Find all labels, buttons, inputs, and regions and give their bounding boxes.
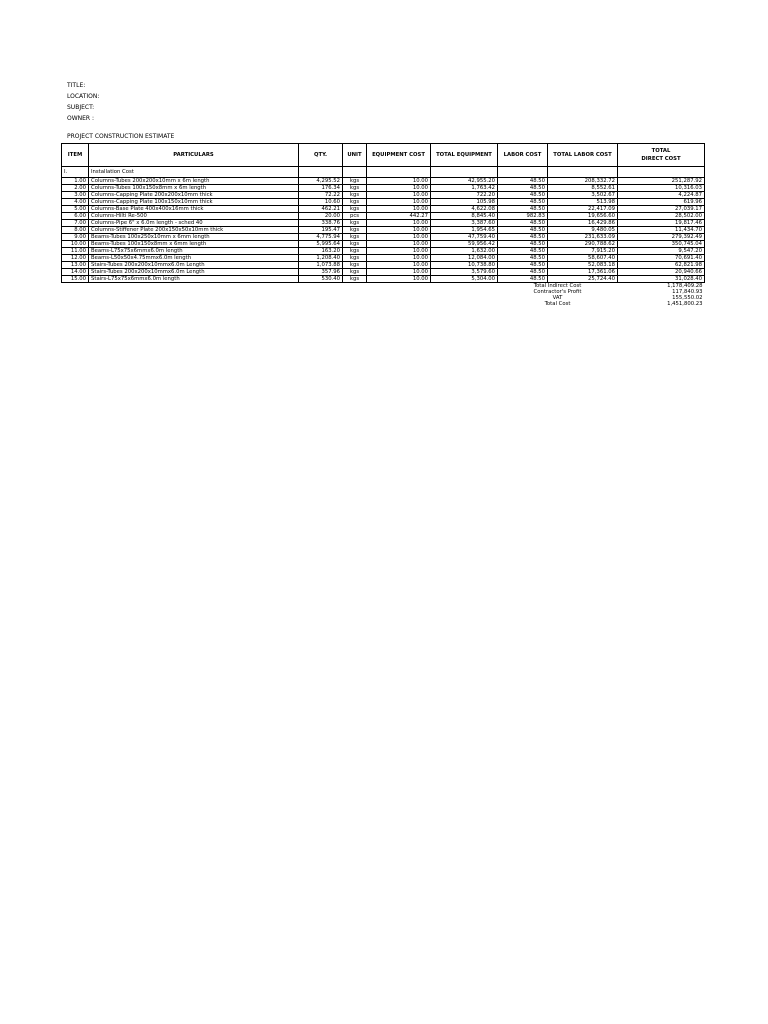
unit-cell: kgs <box>343 192 367 199</box>
equipment-cost-cell: 10.00 <box>367 206 431 213</box>
equipment-cost-cell: 10.00 <box>367 262 431 269</box>
item-number-cell: 11.00 <box>62 248 89 255</box>
table-row <box>62 206 705 213</box>
total-labor-cost-cell: 290,788.62 <box>548 241 618 248</box>
total-direct-cost-cell: 28,502.00 <box>618 213 705 220</box>
total-labor-cost-cell: 52,083.18 <box>548 262 618 269</box>
total-labor-cost-cell: 8,552.61 <box>548 185 618 192</box>
qty-cell: 176.34 <box>299 185 343 192</box>
table-row <box>62 178 705 185</box>
col-unit-header: UNIT <box>343 144 367 167</box>
equipment-cost-cell: 10.00 <box>367 227 431 234</box>
labor-cost-cell: 48.50 <box>498 206 548 213</box>
qty-cell: 5,995.64 <box>299 241 343 248</box>
total-equipment-cell: 8,845.40 <box>431 213 498 220</box>
summary-row <box>62 301 705 307</box>
equipment-cost-cell: 10.00 <box>367 276 431 283</box>
col-particulars-header: PARTICULARS <box>89 144 299 167</box>
unit-cell: kgs <box>343 241 367 248</box>
section-number: I. <box>62 167 89 178</box>
summary-label: Total Cost <box>544 301 571 307</box>
document-header <box>67 80 99 124</box>
total-direct-cost-cell: 4,224.87 <box>618 192 705 199</box>
table-row <box>62 192 705 199</box>
total-equipment-cell: 1,954.65 <box>431 227 498 234</box>
total-direct-cost-cell: 19,817.46 <box>618 220 705 227</box>
col-labor-cost-header: LABOR COST <box>498 144 548 167</box>
equipment-cost-cell: 10.00 <box>367 248 431 255</box>
total-labor-cost-cell: 231,633.09 <box>548 234 618 241</box>
particulars-cell: Stairs-L75x75x6mmx6.0m length <box>89 276 299 283</box>
total-direct-cost-header-line1: TOTAL <box>651 148 671 154</box>
qty-cell: 4,775.94 <box>299 234 343 241</box>
unit-cell: kgs <box>343 185 367 192</box>
total-labor-cost-cell: 25,724.40 <box>548 276 618 283</box>
qty-cell: 530.40 <box>299 276 343 283</box>
total-direct-cost-cell: 9,547.20 <box>618 248 705 255</box>
labor-cost-cell: 48.50 <box>498 262 548 269</box>
particulars-cell: Beams-Tubes 100x150x8mm x 6mm length <box>89 241 299 248</box>
owner-label: OWNER : <box>67 115 95 122</box>
total-equipment-cell: 105.98 <box>431 199 498 206</box>
table-row <box>62 262 705 269</box>
labor-cost-cell: 48.50 <box>498 192 548 199</box>
empty-cell <box>343 167 367 178</box>
total-direct-cost-cell: 619.96 <box>618 199 705 206</box>
total-equipment-cell: 1,763.42 <box>431 185 498 192</box>
summary-value: 155,550.02 <box>672 295 703 301</box>
unit-cell: kgs <box>343 178 367 185</box>
particulars-cell: Columns-Capping Plate 200x200x10mm thick <box>89 192 299 199</box>
qty-cell: 4,295.52 <box>299 178 343 185</box>
total-equipment-cell: 3,387.60 <box>431 220 498 227</box>
total-direct-cost-cell: 11,434.70 <box>618 227 705 234</box>
qty-cell: 338.76 <box>299 220 343 227</box>
labor-cost-cell: 48.50 <box>498 269 548 276</box>
total-labor-cost-cell: 16,429.86 <box>548 220 618 227</box>
empty-cell <box>548 167 618 178</box>
unit-cell: kgs <box>343 248 367 255</box>
particulars-cell: Beams-Tubes 100x250x10mm x 6mm length <box>89 234 299 241</box>
col-item-header: ITEM <box>62 144 89 167</box>
qty-cell: 10.60 <box>299 199 343 206</box>
total-equipment-cell: 42,955.20 <box>431 178 498 185</box>
total-direct-cost-header-line2: DIRECT COST <box>641 156 681 162</box>
unit-cell: kgs <box>343 206 367 213</box>
section-row <box>62 167 705 178</box>
col-equipment-cost-header: EQUIPMENT COST <box>367 144 431 167</box>
equipment-cost-cell: 10.00 <box>367 199 431 206</box>
equipment-cost-cell: 10.00 <box>367 234 431 241</box>
labor-cost-cell: 48.50 <box>498 276 548 283</box>
item-number-cell: 1.00 <box>62 178 89 185</box>
labor-cost-cell: 48.50 <box>498 178 548 185</box>
total-equipment-cell: 5,304.00 <box>431 276 498 283</box>
total-equipment-cell: 10,738.80 <box>431 262 498 269</box>
labor-cost-cell: 48.50 <box>498 185 548 192</box>
item-number-cell: 7.00 <box>62 220 89 227</box>
empty-cell <box>299 167 343 178</box>
total-labor-cost-cell: 3,502.67 <box>548 192 618 199</box>
total-labor-cost-cell: 58,607.40 <box>548 255 618 262</box>
summary-spacer <box>62 301 498 307</box>
particulars-cell: Columns-Tubes 200x200x10mm x 6m length <box>89 178 299 185</box>
labor-cost-cell: 48.50 <box>498 234 548 241</box>
particulars-cell: Columns-Tubes 100x150x8mm x 6m length <box>89 185 299 192</box>
item-number-cell: 9.00 <box>62 234 89 241</box>
table-row <box>62 213 705 220</box>
estimate-title: PROJECT CONSTRUCTION ESTIMATE <box>67 133 175 140</box>
empty-cell <box>618 167 705 178</box>
unit-cell: kgs <box>343 227 367 234</box>
total-labor-cost-cell: 17,361.06 <box>548 269 618 276</box>
labor-cost-cell: 48.50 <box>498 248 548 255</box>
total-labor-cost-cell: 22,417.09 <box>548 206 618 213</box>
estimate-table <box>61 143 705 307</box>
particulars-cell: Stairs-Tubes 200x200x10mmx6.0m Length <box>89 262 299 269</box>
unit-cell: kgs <box>343 220 367 227</box>
particulars-cell: Stairs-Tubes 200x200x10mmx6.0m Length <box>89 269 299 276</box>
total-direct-cost-cell: 350,745.04 <box>618 241 705 248</box>
qty-cell: 163.20 <box>299 248 343 255</box>
total-labor-cost-cell: 513.98 <box>548 199 618 206</box>
summary-value: 117,840.93 <box>672 289 703 295</box>
total-labor-cost-cell: 9,480.05 <box>548 227 618 234</box>
table-header-row <box>62 144 705 167</box>
total-direct-cost-cell: 27,039.17 <box>618 206 705 213</box>
table-row <box>62 241 705 248</box>
item-number-cell: 13.00 <box>62 262 89 269</box>
item-number-cell: 10.00 <box>62 241 89 248</box>
qty-cell: 195.47 <box>299 227 343 234</box>
total-equipment-cell: 59,956.42 <box>431 241 498 248</box>
unit-cell: pcs <box>343 213 367 220</box>
qty-cell: 1,208.40 <box>299 255 343 262</box>
item-number-cell: 6.00 <box>62 213 89 220</box>
table-row <box>62 227 705 234</box>
col-total-labor-cost-header: TOTAL LABOR COST <box>548 144 618 167</box>
subject-label: SUBJECT: <box>67 104 95 111</box>
empty-cell <box>431 167 498 178</box>
summary-label: VAT <box>552 295 563 301</box>
total-labor-cost-cell: 208,332.72 <box>548 178 618 185</box>
particulars-cell: Columns-Pipe 6" x 6.0m length - sched 40 <box>89 220 299 227</box>
equipment-cost-cell: 10.00 <box>367 241 431 248</box>
table-row <box>62 255 705 262</box>
total-labor-cost-cell: 19,656.60 <box>548 213 618 220</box>
labor-cost-cell: 48.50 <box>498 255 548 262</box>
total-direct-cost-cell: 62,821.98 <box>618 262 705 269</box>
qty-cell: 357.96 <box>299 269 343 276</box>
table-row <box>62 276 705 283</box>
total-direct-cost-cell: 70,691.40 <box>618 255 705 262</box>
item-number-cell: 14.00 <box>62 269 89 276</box>
total-direct-cost-cell: 20,940.66 <box>618 269 705 276</box>
summary-label: Total Indirect Cost <box>533 283 582 289</box>
summary-label: Contractor's Profit <box>533 289 582 295</box>
total-equipment-cell: 12,084.00 <box>431 255 498 262</box>
labor-cost-cell: 48.50 <box>498 227 548 234</box>
equipment-cost-cell: 10.00 <box>367 192 431 199</box>
table-row <box>62 269 705 276</box>
particulars-cell: Columns-Capping Plate 100x150x10mm thick <box>89 199 299 206</box>
equipment-cost-cell: 10.00 <box>367 255 431 262</box>
qty-cell: 1,073.88 <box>299 262 343 269</box>
total-direct-cost-cell: 10,316.03 <box>618 185 705 192</box>
summary-value: 1,178,409.28 <box>667 283 703 289</box>
table-row <box>62 220 705 227</box>
empty-cell <box>367 167 431 178</box>
particulars-cell: Beams-L75x75x6mmx6.0m length <box>89 248 299 255</box>
labor-cost-cell: 48.50 <box>498 220 548 227</box>
equipment-cost-cell: 10.00 <box>367 220 431 227</box>
total-direct-cost-cell: 31,028.40 <box>618 276 705 283</box>
total-equipment-cell: 47,759.40 <box>431 234 498 241</box>
unit-cell: kgs <box>343 199 367 206</box>
title-label: TITLE: <box>67 82 86 89</box>
labor-cost-cell: 48.50 <box>498 199 548 206</box>
total-equipment-cell: 4,622.08 <box>431 206 498 213</box>
unit-cell: kgs <box>343 276 367 283</box>
unit-cell: kgs <box>343 269 367 276</box>
item-number-cell: 15.00 <box>62 276 89 283</box>
summary-value: 1,451,800.23 <box>667 301 703 307</box>
item-number-cell: 2.00 <box>62 185 89 192</box>
item-number-cell: 3.00 <box>62 192 89 199</box>
col-total-equipment-header: TOTAL EQUIPMENT <box>431 144 498 167</box>
particulars-cell: Columns-Stiffener Plate 200x150x50x10mm thick <box>89 227 299 234</box>
equipment-cost-cell: 442.27 <box>367 213 431 220</box>
qty-cell: 20.00 <box>299 213 343 220</box>
item-number-cell: 4.00 <box>62 199 89 206</box>
location-label: LOCATION: <box>67 93 100 100</box>
col-qty-header: QTY. <box>299 144 343 167</box>
total-equipment-cell: 722.20 <box>431 192 498 199</box>
total-direct-cost-cell: 251,287.92 <box>618 178 705 185</box>
total-direct-cost-cell: 279,392.49 <box>618 234 705 241</box>
total-equipment-cell: 3,579.60 <box>431 269 498 276</box>
total-labor-cost-cell: 7,915.20 <box>548 248 618 255</box>
particulars-cell: Beams-L50x50x4.75mmx6.0m length <box>89 255 299 262</box>
empty-cell <box>498 167 548 178</box>
particulars-cell: Columns-Hilti Re-500 <box>89 213 299 220</box>
equipment-cost-cell: 10.00 <box>367 185 431 192</box>
item-number-cell: 8.00 <box>62 227 89 234</box>
qty-cell: 72.22 <box>299 192 343 199</box>
table-row <box>62 185 705 192</box>
particulars-cell: Columns-Base Plate 400x400x16mm thick <box>89 206 299 213</box>
table-row <box>62 199 705 206</box>
item-number-cell: 5.00 <box>62 206 89 213</box>
qty-cell: 462.21 <box>299 206 343 213</box>
equipment-cost-cell: 10.00 <box>367 178 431 185</box>
section-label: Installation Cost <box>89 167 299 178</box>
equipment-cost-cell: 10.00 <box>367 269 431 276</box>
unit-cell: kgs <box>343 262 367 269</box>
total-equipment-cell: 1,632.00 <box>431 248 498 255</box>
unit-cell: kgs <box>343 234 367 241</box>
col-total-direct-cost-header <box>618 144 705 167</box>
unit-cell: kgs <box>343 255 367 262</box>
labor-cost-cell: 982.83 <box>498 213 548 220</box>
item-number-cell: 12.00 <box>62 255 89 262</box>
table-row <box>62 248 705 255</box>
table-row <box>62 234 705 241</box>
labor-cost-cell: 48.50 <box>498 241 548 248</box>
